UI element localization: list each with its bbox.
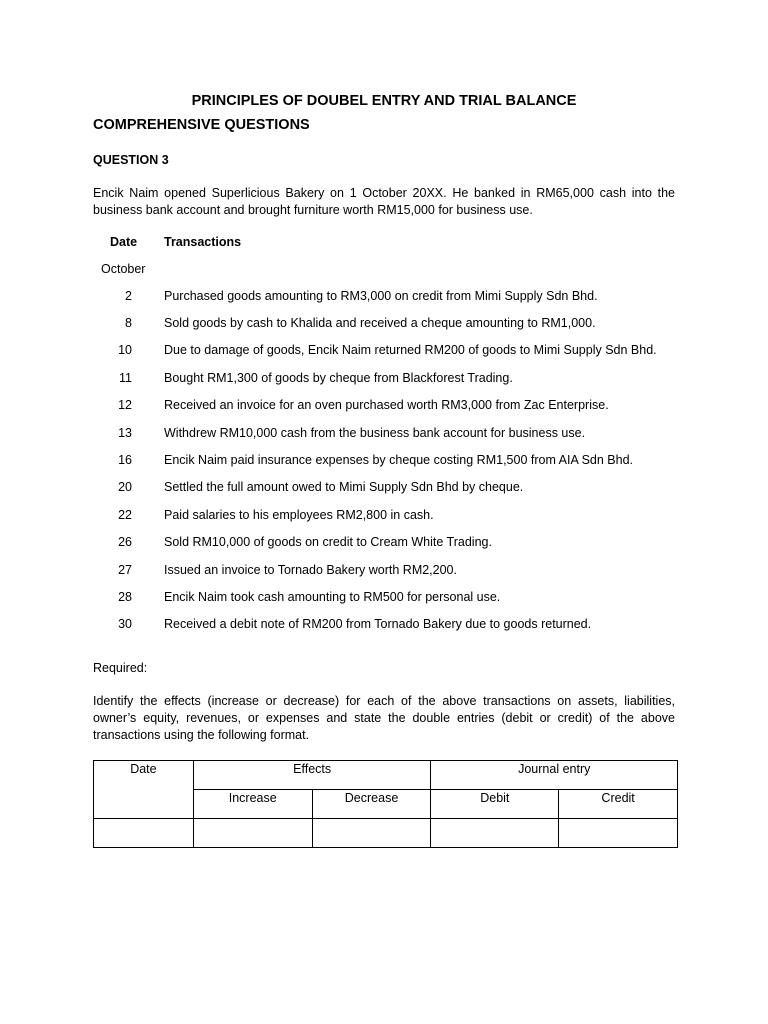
transaction-row [0,617,768,635]
transaction-description: Received an invoice for an oven purchased worth RM3,000 from Zac Enterprise. [164,398,609,412]
transaction-description: Bought RM1,300 of goods by cheque from Blackforest Trading. [164,371,513,385]
transaction-description: Paid salaries to his employees RM2,800 in cash. [164,508,434,522]
subheader-credit: Credit [559,790,678,819]
transaction-day: 2 [125,289,132,303]
transaction-description: Due to damage of goods, Encik Naim returned RM200 of goods to Mimi Supply Sdn Bhd. [164,343,657,357]
transaction-description: Withdrew RM10,000 cash from the business bank account for business use. [164,426,586,440]
transaction-day: 30 [118,617,132,631]
transaction-day: 22 [118,508,132,522]
transaction-row [0,426,768,444]
document-subtitle: COMPREHENSIVE QUESTIONS [93,117,310,133]
table-cell-empty [94,819,194,848]
table-header-row [94,761,678,790]
transaction-row [0,563,768,581]
transaction-description: Issued an invoice to Tornado Bakery worth RM2,200. [164,563,457,577]
transaction-row [0,289,768,307]
transaction-day: 27 [118,563,132,577]
question-intro: Encik Naim opened Superlicious Bakery on 1 October 20XX. He banked in RM65,000 cash into the business bank account and brought furniture worth RM15,000 for business use. [93,186,675,217]
transaction-day: 11 [119,371,132,385]
transaction-description: Purchased goods amounting to RM3,000 on credit from Mimi Supply Sdn Bhd. [164,289,598,303]
transactions-month: October [101,262,146,276]
subheader-increase: Increase [193,790,312,819]
transaction-day: 28 [118,590,132,604]
transaction-row [0,371,768,389]
transaction-day: 26 [118,535,132,549]
header-date: Date [94,761,194,819]
transactions-header-transactions: Transactions [164,235,242,249]
subheader-decrease: Decrease [312,790,431,819]
table-row [94,819,678,848]
header-journal-entry: Journal entry [431,761,678,790]
transaction-row [0,480,768,498]
transaction-row [0,508,768,526]
subheader-debit: Debit [431,790,559,819]
header-effects: Effects [193,761,431,790]
answer-format-table [93,760,678,848]
transactions-header-date: Date [110,235,138,249]
transaction-day: 10 [118,343,132,357]
transaction-day: 13 [118,426,132,440]
table-cell-empty [312,819,431,848]
transaction-description: Sold goods by cash to Khalida and received a cheque amounting to RM1,000. [164,316,596,330]
transaction-row [0,453,768,471]
transaction-day: 8 [125,316,132,330]
transaction-row [0,343,768,361]
transaction-description: Received a debit note of RM200 from Tornado Bakery due to goods returned. [164,617,592,631]
table-cell-empty [431,819,559,848]
transaction-day: 16 [118,453,132,467]
table-cell-empty [193,819,312,848]
transaction-description: Encik Naim paid insurance expenses by cheque costing RM1,500 from AIA Sdn Bhd. [164,453,634,467]
transaction-description: Settled the full amount owed to Mimi Supply Sdn Bhd by cheque. [164,480,524,494]
question-label: QUESTION 3 [93,153,169,167]
required-label: Required: [93,661,148,675]
transaction-row [0,535,768,553]
transaction-day: 12 [118,398,132,412]
document-title: PRINCIPLES OF DOUBEL ENTRY AND TRIAL BALANCE [191,93,577,109]
transaction-description: Encik Naim took cash amounting to RM500 for personal use. [164,590,501,604]
required-instruction: Identify the effects (increase or decrease) for each of the above transactions on assets, liabilities, owner’s equity, revenues, or expenses and state the double entries (debit or credit) of the above transactions using the following format. [93,694,675,742]
transaction-row [0,590,768,608]
transaction-row [0,398,768,416]
transaction-description: Sold RM10,000 of goods on credit to Cream White Trading. [164,535,492,549]
transaction-row [0,316,768,334]
table-cell-empty [559,819,678,848]
transaction-day: 20 [118,480,132,494]
